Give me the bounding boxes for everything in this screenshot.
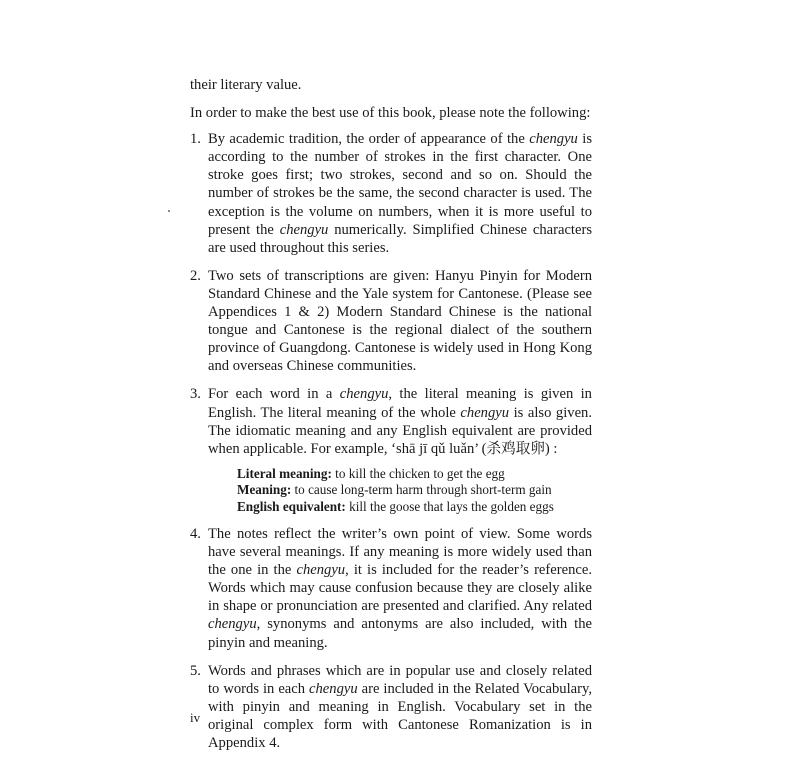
note-text: , the literal meaning is given in English. The literal meaning of the whole	[208, 386, 592, 421]
note-number: 3.	[190, 386, 201, 403]
note-text: For each word in a	[208, 386, 340, 403]
note-item-2	[190, 267, 592, 376]
page-body	[190, 76, 592, 762]
note-body	[208, 130, 592, 257]
note-body	[208, 662, 592, 752]
note-number: 5.	[190, 662, 201, 679]
example-meaning-label: Meaning:	[237, 482, 292, 498]
intro-line-2: In order to make the best use of this book, please note the following:	[190, 105, 591, 122]
example-literal-label: Literal meaning:	[237, 465, 332, 481]
page-number: iv	[190, 710, 201, 725]
note-body	[208, 525, 592, 652]
note-term: chengyu	[339, 386, 389, 403]
note-text: is according to the number of strokes in the first character. One stroke goes first; two strokes, second and so on. Should the number of strokes be the same, the second character is used. The exception is the volume on numbers, when it is more useful to present the	[208, 131, 592, 238]
intro-line-1: their literary value.	[190, 77, 302, 93]
example-literal	[237, 466, 592, 482]
note-term: chengyu	[208, 616, 257, 633]
note-item-3	[190, 385, 592, 515]
note-text: By academic tradition, the order of appearance of the	[208, 131, 530, 148]
note-number: 2.	[190, 267, 201, 284]
note-term: chengyu	[460, 404, 510, 421]
example-block	[237, 466, 592, 515]
scan-speck	[168, 210, 170, 212]
notes-list	[190, 130, 592, 752]
note-text: , synonyms and antonyms are also included, with the pinyin and meaning.	[208, 616, 592, 651]
note-text: Words and phrases which are in popular use and closely related to words in each	[208, 662, 592, 697]
note-number: 1.	[190, 131, 201, 148]
example-literal-text: to kill the chicken to get the egg	[331, 465, 505, 481]
example-equivalent-label: English equivalent:	[237, 498, 346, 514]
note-text: is also given. The idiomatic meaning and any English equivalent are provided when applicable. For example, ‘shā jī qǔ luǎn’ (杀鸡取卵) :	[208, 404, 592, 457]
note-text: numerically. Simplified Chinese characters are used throughout this series.	[208, 221, 592, 256]
example-meaning	[237, 482, 592, 498]
note-text: Two sets of transcriptions are given: Hanyu Pinyin for Modern Standard Chinese and the Yale system for Cantonese. (Please see Appendices 1 & 2) Modern Standard Chinese is the national tongue and Cantonese is the regional dialect of the southern province of Guangdong. Cantonese is widely used in Hong Kong and overseas Chinese communities.	[208, 267, 592, 375]
note-text: , it is included for the reader’s reference. Words which may cause confusion because they are closely alike in shape or pronunciation are presented and clarified. Any related	[208, 562, 592, 615]
note-term: chengyu	[296, 562, 346, 579]
note-item-4	[190, 525, 592, 652]
note-number: 4.	[190, 526, 201, 542]
example-equivalent-text: kill the goose that lays the golden eggs	[345, 498, 554, 514]
note-term: chengyu	[279, 221, 329, 238]
example-equivalent	[237, 499, 592, 515]
note-term: chengyu	[529, 131, 578, 148]
note-item-5	[190, 662, 592, 752]
note-body	[208, 267, 592, 376]
example-meaning-text: to cause long-term harm through short-term gain	[291, 482, 552, 498]
note-item-1	[190, 130, 592, 257]
note-text: The notes reflect the writer’s own point of view. Some words have several meanings. If any meaning is more widely used than the one in the	[208, 526, 592, 579]
note-term: chengyu	[309, 680, 358, 697]
note-text: are included in the Related Vocabulary, with pinyin and meaning in English. Vocabulary set in the original complex form with Cantonese Romanization is in Appendix 4.	[208, 680, 592, 752]
note-body	[208, 385, 592, 457]
